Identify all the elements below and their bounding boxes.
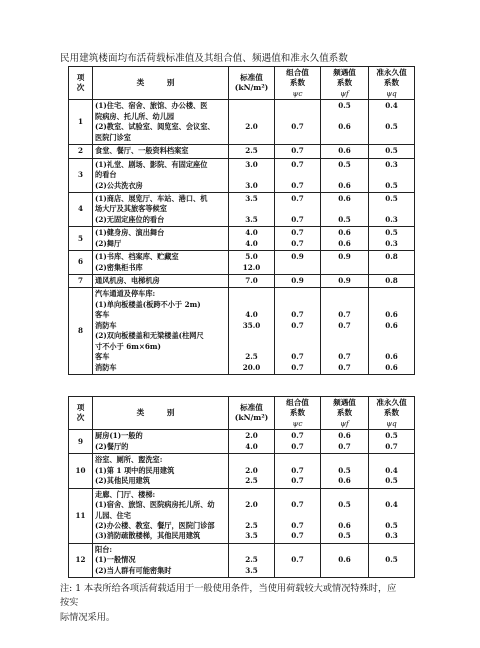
table-header-row: [69, 397, 415, 430]
cell-line: 0.8: [385, 252, 398, 262]
header-quasi: 准永久值 系数 ψq: [369, 67, 415, 100]
cell-line: 0.6: [338, 122, 351, 132]
cell-line: 4.0: [245, 441, 258, 451]
cell-line: [277, 545, 318, 555]
quasi-permanent-coef-cell: [369, 454, 415, 488]
cell-line: 3.0: [245, 159, 258, 169]
cell-line: [371, 300, 412, 310]
frequent-coef-cell: [321, 145, 369, 158]
cell-line: 3.5: [245, 214, 258, 224]
category-cell: [93, 275, 229, 288]
cell-line: [231, 545, 272, 555]
cell-line: 阳台:: [95, 544, 113, 554]
cell-line: (1)第 1 项中的民用建筑: [95, 465, 175, 475]
cell-line: 0.5: [338, 465, 351, 475]
cell-line: 0.7: [291, 122, 304, 132]
cell-line: 2.0: [245, 500, 258, 510]
category-cell: [93, 543, 229, 577]
frequent-coef-cell: [321, 192, 369, 226]
cell-line: (1)健身房、演出舞台: [95, 228, 165, 238]
quasi-permanent-coef-cell: [369, 158, 415, 192]
standard-value-cell: [229, 192, 275, 226]
cell-line: 0.7: [385, 441, 398, 451]
table-row: [69, 288, 415, 375]
cell-line: 0.6: [338, 555, 351, 565]
cell-line: 2.0: [245, 465, 258, 475]
cell-line: 20.0: [242, 362, 261, 372]
cell-line: 0.5: [338, 159, 351, 169]
category-cell: [93, 145, 229, 158]
cell-line: 0.4: [385, 465, 398, 475]
footnote-line: 际情况采用。: [60, 611, 116, 623]
cell-line: 0.7: [291, 520, 304, 530]
combination-coef-cell: [275, 145, 321, 158]
cell-line: (1)商店、展览厅、车站、港口、机: [95, 193, 208, 203]
cell-line: 0.7: [291, 465, 304, 475]
cell-line: 0.5: [385, 555, 398, 565]
cell-line: 场大厅及其旅客等候室: [95, 204, 167, 214]
cell-line: [231, 289, 272, 299]
cell-line: (1)住宅、宿舍、旅馆、办公楼、医: [95, 101, 208, 111]
combination-coef-cell: [275, 543, 321, 577]
cell-line: 0.7: [338, 362, 351, 372]
cell-line: 0.5: [338, 214, 351, 224]
cell-line: 4.0: [245, 310, 258, 320]
quasi-permanent-coef-cell: [369, 275, 415, 288]
row-number: 4: [69, 192, 93, 226]
standard-value-cell: [229, 488, 275, 543]
quasi-permanent-coef-cell: [369, 488, 415, 543]
frequent-coef-cell: [321, 454, 369, 488]
standard-value-cell: [229, 543, 275, 577]
cell-line: (2)无固定座位的看台: [95, 214, 165, 224]
combination-coef-cell: [275, 430, 321, 454]
combination-coef-cell: [275, 251, 321, 275]
cell-line: 厨房(1)一般的: [95, 431, 143, 441]
standard-value-cell: [229, 251, 275, 275]
row-number: 6: [69, 251, 93, 275]
standard-value-cell: [229, 227, 275, 251]
row-number: 12: [69, 543, 93, 577]
cell-line: [371, 263, 412, 273]
cell-line: 2.5: [245, 555, 258, 565]
cell-line: [323, 300, 366, 310]
cell-line: (2)双向板楼盖和无梁楼盖(柱网尺: [95, 331, 204, 341]
cell-line: 0.5: [385, 431, 398, 441]
cell-line: 0.7: [291, 320, 304, 330]
standard-value-cell: [229, 430, 275, 454]
cell-line: [231, 101, 272, 111]
cell-line: 12.0: [242, 262, 261, 272]
cell-line: 消防车: [95, 362, 117, 372]
frequent-coef-cell: [321, 100, 369, 145]
cell-line: [323, 342, 366, 352]
cell-line: 4.0: [245, 238, 258, 248]
header-no: 项 次: [69, 397, 93, 430]
quasi-permanent-coef-cell: [369, 100, 415, 145]
cell-line: (1)书库、档案库、贮藏室: [95, 252, 179, 262]
load-table-2: [68, 396, 415, 578]
cell-line: 0.5: [338, 101, 351, 111]
footnote: [60, 582, 440, 625]
cell-line: 3.5: [245, 193, 258, 203]
cell-line: 0.7: [338, 320, 351, 330]
row-number: 3: [69, 158, 93, 192]
quasi-permanent-coef-cell: [369, 251, 415, 275]
cell-line: 客车: [95, 310, 110, 320]
row-number: 2: [69, 145, 93, 158]
category-cell: [93, 192, 229, 226]
cell-line: 0.9: [338, 252, 351, 262]
cell-line: (2)其他民用建筑: [95, 476, 150, 486]
cell-line: 0.6: [338, 193, 351, 203]
frequent-coef-cell: [321, 430, 369, 454]
cell-line: 0.6: [385, 362, 398, 372]
combination-coef-cell: [275, 288, 321, 375]
cell-line: [323, 331, 366, 341]
row-number: 11: [69, 488, 93, 543]
category-cell: [93, 488, 229, 543]
cell-line: [231, 342, 272, 352]
standard-value-cell: [229, 454, 275, 488]
quasi-permanent-coef-cell: [369, 430, 415, 454]
cell-line: 0.6: [338, 238, 351, 248]
cell-line: 0.9: [291, 252, 304, 262]
cell-line: 0.7: [338, 310, 351, 320]
cell-line: [277, 170, 318, 180]
cell-line: 0.7: [291, 476, 304, 486]
cell-line: 3.0: [245, 180, 258, 190]
combination-coef-cell: [275, 488, 321, 543]
table-row: [69, 158, 415, 192]
cell-line: 0.5: [385, 520, 398, 530]
table-row: [69, 192, 415, 226]
cell-line: 0.7: [291, 228, 304, 238]
cell-line: 0.7: [291, 500, 304, 510]
cell-line: [371, 289, 412, 299]
cell-line: 0.5: [385, 180, 398, 190]
row-number: 8: [69, 288, 93, 375]
cell-line: 0.5: [338, 500, 351, 510]
cell-line: 食堂、餐厅、一般资料档案室: [95, 146, 189, 156]
cell-line: 0.6: [385, 320, 398, 330]
cell-line: (2)餐厅的: [95, 441, 129, 451]
table-row: [69, 543, 415, 577]
cell-line: 0.5: [385, 146, 398, 156]
cell-line: 0.4: [385, 101, 398, 111]
cell-line: [371, 170, 412, 180]
frequent-coef-cell: [321, 158, 369, 192]
table-row: [69, 251, 415, 275]
cell-line: [277, 204, 318, 214]
cell-line: 0.7: [291, 531, 304, 541]
combination-coef-cell: [275, 158, 321, 192]
cell-line: 0.7: [291, 441, 304, 451]
combination-coef-cell: [275, 275, 321, 288]
table-row: [69, 454, 415, 488]
cell-line: 3.5: [245, 531, 258, 541]
table-row: [69, 227, 415, 251]
cell-line: 0.6: [338, 146, 351, 156]
cell-line: [323, 263, 366, 273]
cell-line: 0.9: [338, 276, 351, 286]
cell-line: (2)公共洗衣房: [95, 180, 143, 190]
table-row: [69, 488, 415, 543]
cell-line: 0.7: [291, 193, 304, 203]
cell-line: [323, 170, 366, 180]
cell-line: 0.7: [291, 146, 304, 156]
cell-line: [277, 331, 318, 341]
cell-line: 0.6: [338, 476, 351, 486]
cell-line: 0.3: [385, 238, 398, 248]
header-freq: 频遇值 系数 ψf: [321, 67, 369, 100]
cell-line: (1)单向板楼盖(板跨不小于 2m): [95, 299, 201, 309]
cell-line: (1)礼堂、剧场、影院、有固定座位: [95, 159, 208, 169]
category-cell: [93, 251, 229, 275]
header-quasi: 准永久值 系数 ψq: [369, 397, 415, 430]
standard-value-cell: [229, 288, 275, 375]
cell-line: [371, 455, 412, 465]
table-header-row: [69, 67, 415, 100]
cell-line: [231, 170, 272, 180]
cell-line: 7.0: [245, 276, 258, 286]
frequent-coef-cell: [321, 288, 369, 375]
standard-value-cell: [229, 100, 275, 145]
cell-line: [371, 133, 412, 143]
cell-line: 0.6: [338, 431, 351, 441]
cell-line: [231, 112, 272, 122]
category-cell: [93, 430, 229, 454]
header-value: 标准值 (kN/m²): [229, 397, 275, 430]
cell-line: 儿园、住宅: [95, 510, 131, 520]
standard-value-cell: [229, 158, 275, 192]
cell-line: 0.6: [338, 180, 351, 190]
cell-line: [231, 300, 272, 310]
header-combo: 组合值 系数 ψc: [275, 67, 321, 100]
cell-line: 的看台: [95, 170, 117, 180]
cell-line: 2.0: [245, 431, 258, 441]
cell-line: 0.9: [291, 276, 304, 286]
cell-line: [277, 263, 318, 273]
cell-line: (3)消防疏散楼梯，其他民用建筑: [95, 531, 201, 541]
cell-line: (1)一般情况: [95, 555, 136, 565]
cell-line: [371, 342, 412, 352]
category-cell: [93, 100, 229, 145]
cell-line: 0.7: [291, 352, 304, 362]
cell-line: (1)宿舍、旅馆、医院病房托儿所、幼: [95, 500, 215, 510]
cell-line: 院病房、托儿所、幼儿园: [95, 111, 175, 121]
cell-line: 汽车通道及停车库:: [95, 289, 156, 299]
cell-line: [323, 455, 366, 465]
cell-line: 寸不小于 6m×6m): [95, 341, 161, 351]
cell-line: 消防车: [95, 320, 117, 330]
cell-line: [277, 289, 318, 299]
header-combo: 组合值 系数 ψc: [275, 397, 321, 430]
cell-line: [277, 112, 318, 122]
cell-line: 通风机房、电梯机房: [95, 276, 160, 286]
frequent-coef-cell: [321, 227, 369, 251]
cell-line: 客车: [95, 352, 110, 362]
cell-line: 2.5: [245, 146, 258, 156]
cell-line: 3.5: [245, 565, 258, 575]
cell-line: 0.7: [291, 180, 304, 190]
row-number: 10: [69, 454, 93, 488]
cell-line: [323, 566, 366, 576]
cell-line: [277, 511, 318, 521]
table-row: [69, 145, 415, 158]
cell-line: 0.7: [291, 310, 304, 320]
category-cell: [93, 288, 229, 375]
cell-line: [277, 490, 318, 500]
frequent-coef-cell: [321, 543, 369, 577]
footnote-line: 按实: [60, 597, 79, 609]
cell-line: 0.7: [291, 362, 304, 372]
header-category: 类 别: [93, 397, 229, 430]
combination-coef-cell: [275, 192, 321, 226]
quasi-permanent-coef-cell: [369, 227, 415, 251]
cell-line: 4.0: [245, 228, 258, 238]
cell-line: 0.7: [291, 431, 304, 441]
cell-line: 0.5: [385, 476, 398, 486]
cell-line: 2.5: [245, 520, 258, 530]
cell-line: [323, 545, 366, 555]
cell-line: 0.6: [385, 310, 398, 320]
cell-line: [371, 204, 412, 214]
header-freq: 频遇值 系数 ψf: [321, 397, 369, 430]
cell-line: 0.7: [291, 159, 304, 169]
cell-line: 0.5: [385, 228, 398, 238]
row-number: 1: [69, 100, 93, 145]
cell-line: 走廊、门厅、楼梯:: [95, 489, 156, 499]
table-row: [69, 430, 415, 454]
cell-line: (2)密集柜书库: [95, 262, 143, 272]
cell-line: 0.7: [291, 555, 304, 565]
cell-line: [277, 342, 318, 352]
cell-line: 浴室、厕所、盥洗室:: [95, 455, 163, 465]
cell-line: 0.5: [385, 122, 398, 132]
table-row: [69, 275, 415, 288]
cell-line: 2.5: [245, 352, 258, 362]
cell-line: 0.7: [291, 238, 304, 248]
cell-line: [277, 566, 318, 576]
cell-line: [371, 112, 412, 122]
table-row: [69, 100, 415, 145]
row-number: 9: [69, 430, 93, 454]
cell-line: (2)当人群有可能密集时: [95, 565, 172, 575]
cell-line: [277, 133, 318, 143]
cell-line: (2)教室、试验室、阅览室、会议室、: [95, 122, 215, 132]
combination-coef-cell: [275, 100, 321, 145]
cell-line: 0.7: [338, 352, 351, 362]
cell-line: 0.8: [385, 276, 398, 286]
cell-line: [323, 511, 366, 521]
page-title: 民用建筑楼面均布活荷载标准值及其组合值、频遇值和准永久值系数: [60, 53, 349, 64]
cell-line: 5.0: [245, 252, 258, 262]
cell-line: 0.4: [385, 500, 398, 510]
cell-line: 0.5: [385, 193, 398, 203]
cell-line: 医院门诊室: [95, 132, 131, 142]
row-number: 7: [69, 275, 93, 288]
cell-line: [323, 133, 366, 143]
cell-line: [323, 490, 366, 500]
cell-line: [277, 300, 318, 310]
cell-line: 0.3: [385, 214, 398, 224]
combination-coef-cell: [275, 227, 321, 251]
cell-line: [231, 490, 272, 500]
cell-line: [371, 545, 412, 555]
cell-line: (2)舞厅: [95, 238, 122, 248]
cell-line: 0.6: [338, 228, 351, 238]
quasi-permanent-coef-cell: [369, 145, 415, 158]
cell-line: [371, 566, 412, 576]
header-category: 类 别: [93, 67, 229, 100]
cell-line: [323, 289, 366, 299]
category-cell: [93, 158, 229, 192]
cell-line: [231, 455, 272, 465]
cell-line: 35.0: [242, 320, 261, 330]
category-cell: [93, 227, 229, 251]
frequent-coef-cell: [321, 275, 369, 288]
combination-coef-cell: [275, 454, 321, 488]
row-number: 5: [69, 227, 93, 251]
footnote-line: 注: 1 本表所给各项活荷载适用于一般使用条件，当使用荷载较大或情况特殊时，应: [60, 583, 397, 594]
cell-line: [231, 204, 272, 214]
quasi-permanent-coef-cell: [369, 192, 415, 226]
standard-value-cell: [229, 145, 275, 158]
cell-line: 0.6: [385, 352, 398, 362]
cell-line: [323, 204, 366, 214]
cell-line: 2.0: [245, 122, 258, 132]
header-value: 标准值 (kN/m²): [229, 67, 275, 100]
cell-line: 0.6: [338, 520, 351, 530]
frequent-coef-cell: [321, 251, 369, 275]
cell-line: [323, 112, 366, 122]
cell-line: [277, 455, 318, 465]
header-no: 项 次: [69, 67, 93, 100]
cell-line: 0.5: [338, 531, 351, 541]
quasi-permanent-coef-cell: [369, 543, 415, 577]
cell-line: [231, 331, 272, 341]
cell-line: 0.3: [385, 531, 398, 541]
category-cell: [93, 454, 229, 488]
cell-line: [371, 511, 412, 521]
cell-line: 0.3: [385, 159, 398, 169]
cell-line: [371, 490, 412, 500]
cell-line: [231, 511, 272, 521]
cell-line: (2)办公楼、教室、餐厅，医院门诊部: [95, 520, 215, 530]
cell-line: 2.5: [245, 476, 258, 486]
cell-line: 0.7: [291, 214, 304, 224]
frequent-coef-cell: [321, 488, 369, 543]
standard-value-cell: [229, 275, 275, 288]
cell-line: [277, 101, 318, 111]
cell-line: 0.7: [338, 441, 351, 451]
quasi-permanent-coef-cell: [369, 288, 415, 375]
cell-line: [371, 331, 412, 341]
cell-line: [231, 133, 272, 143]
load-table-1: [68, 66, 415, 375]
